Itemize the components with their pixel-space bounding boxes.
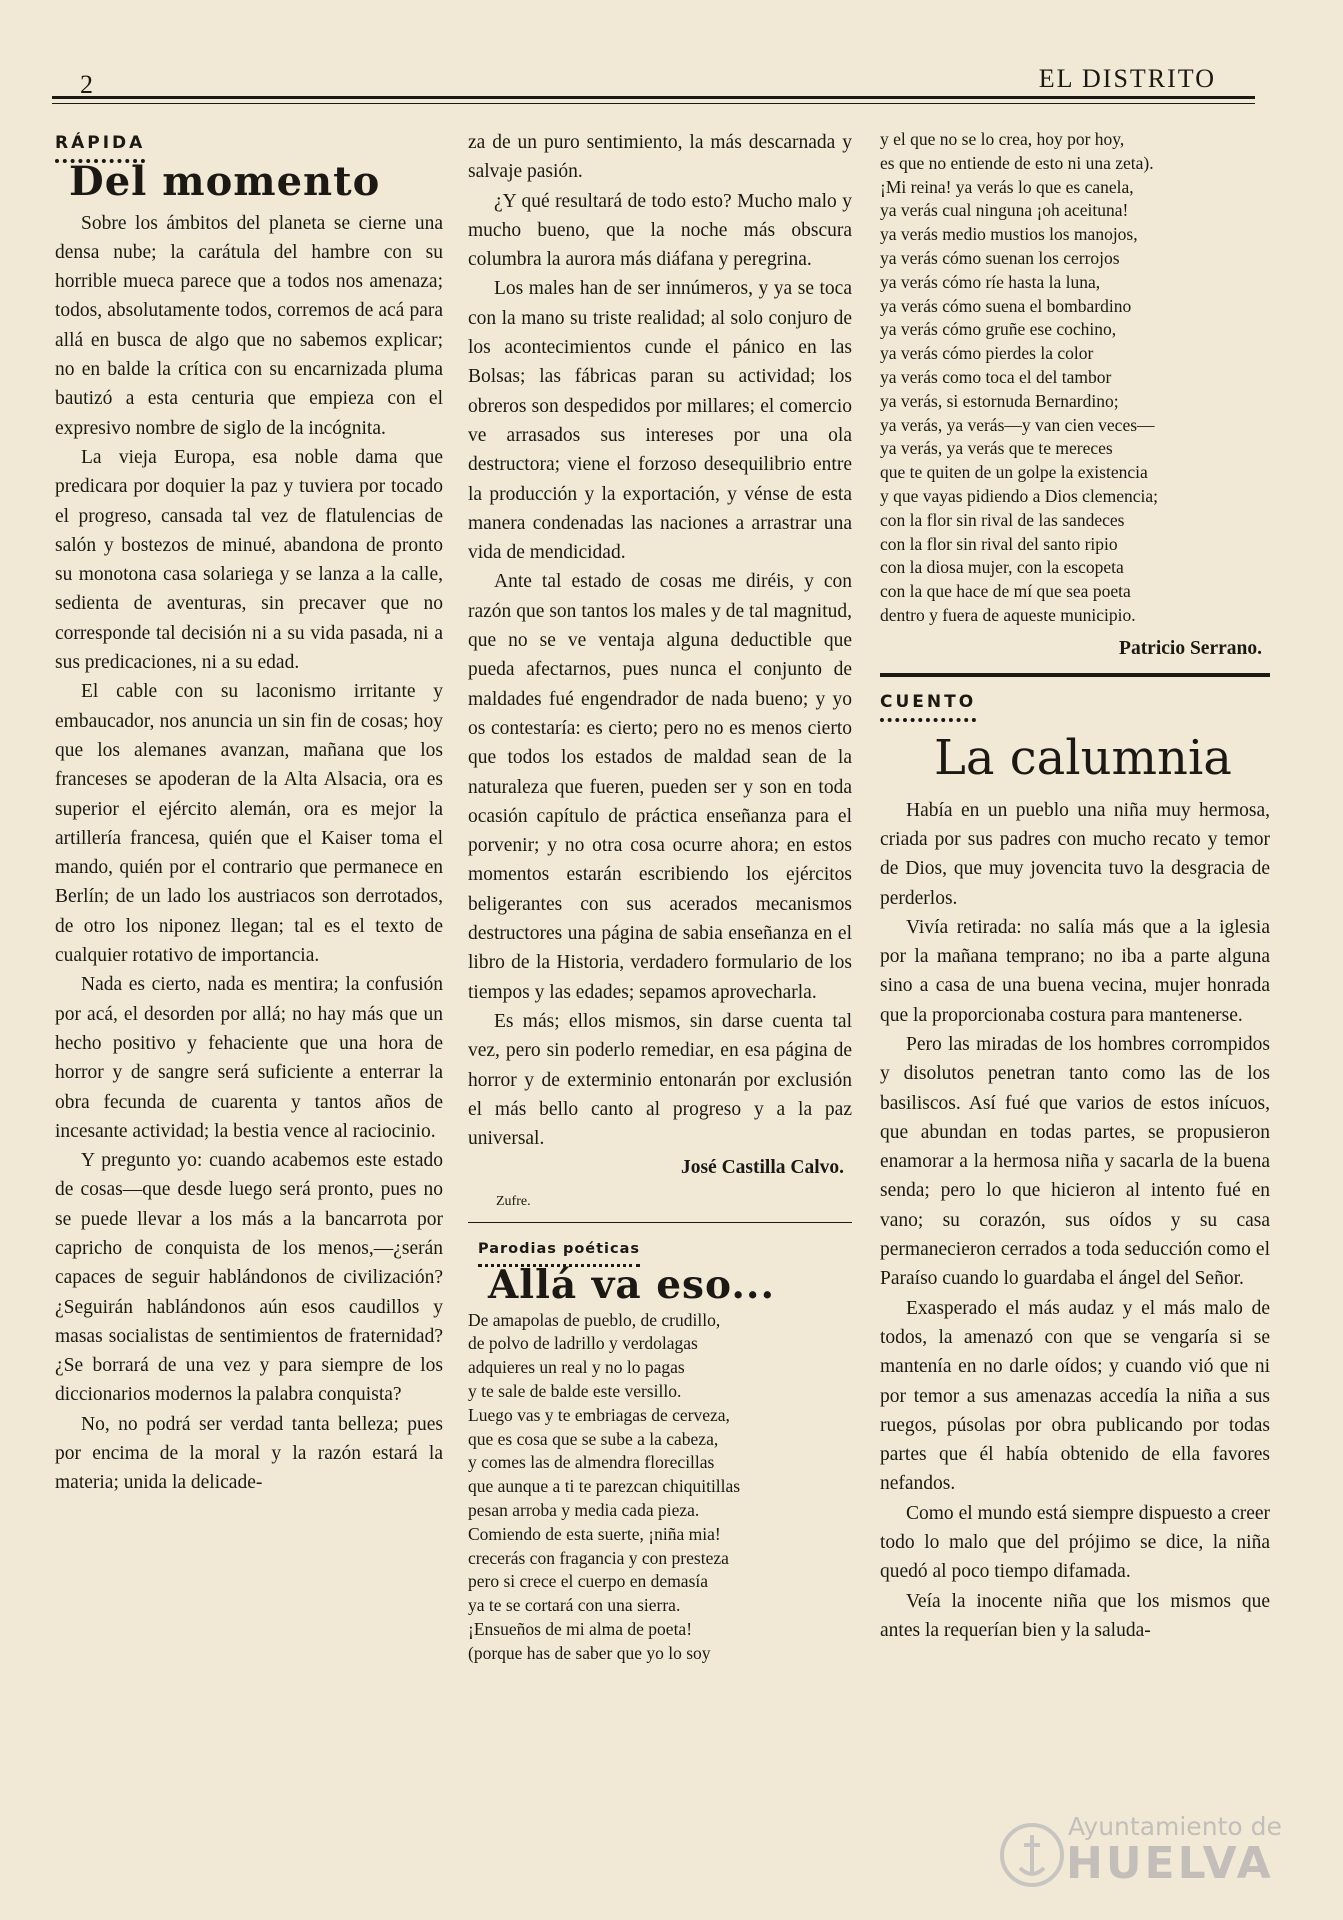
column-2 [468,128,852,1666]
paragraph: ¿Y qué resultará de todo esto? Mucho malo y mucho bueno, que la noche más obscura columbra la aurora más diáfana y peregrina. [468,190,852,271]
verse-line: ya verás medio mustios los manojos, [880,224,1138,245]
verse-line: ya verás como toca el del tambor [880,366,1112,387]
verse-line: adquieres un real y no lo pagas [468,1357,685,1378]
paragraph: Y pregunto yo: cuando acabemos este estado de cosas—que desde luego será pronto, pues no se puede llevar a los más a la bancarrota por capricho de conquista de los menos,—¿serán capaces de seguir hablándonos de civilización? ¿Seguirán hablándonos aún esos caudillos y masas socialistas de sentimientos de fraternidad? ¿Se borrará de una vez y para siempre de los diccionarios modernos la palabra conquista? [55,1150,443,1406]
paragraph: El cable con su laconismo irritante y embaucador, nos anuncia un sin fin de cosas; hoy que los alemanes avanzan, mañana que los franceses se apoderan de la Alta Alsacia, ora es superior el ejército alemán, ora es mejor la artillería francesa, quién que el Kaiser toma el mando, quién por el contrario que permanece en Berlín; de un lado los austriacos son derrotados, de otro los niponez llegan; tal es el texto de cualquier rotativo de importancia. [55,681,443,967]
verse-line: ya verás, si estornuda Bernardino; [880,390,1119,411]
verse-line: (porque has de saber que yo lo soy [468,1642,711,1663]
column-1 [55,128,443,1498]
verse-line: con la diosa mujer, con la escopeta [880,557,1124,578]
verse-line: es que no entiende de esto ni una zeta). [880,152,1154,173]
verse-line: que te quiten de un golpe la existencia [880,462,1148,483]
verse-line: De amapolas de pueblo, de crudillo, [468,1309,721,1330]
divider [880,673,1270,677]
verse-line: Comiendo de esta suerte, ¡niña mia! [468,1523,721,1544]
verse-line: pero si crece el cuerpo en demasía [468,1571,709,1592]
poem-part-b [880,128,1270,628]
paragraph: Sobre los ámbitos del planeta se cierne una densa nube; la carátula del hambre con su horrible mueca parece que a todos nos amenaza; todos, absolutamente todos, corremos de acá para allá en busca de algo que no sabemos explicar; no en balde la crítica con su encarnizada pluma bautizó a esta centuria que empieza con el expresivo nombre de siglo de la incógnita. [55,212,443,439]
verse-line: de polvo de ladrillo y verdolagas [468,1333,698,1354]
verse-line: con la flor sin rival de las sandeces [880,509,1125,530]
poem-part-a [468,1309,852,1666]
paragraph: Pero las miradas de los hombres corrompidos y disolutos penetran tanto como las de los basiliscos. Así fué que varios de estos inícuos, que abundan en todas partes, se propusieron enamorar a la hermosa niña y sacarla de la buena senda; pero lo que hicieron al intento fué en vano; su corazón, sus oídos y su casa permanecieron cerrados a toda seducción como el Paraíso cuando lo guardaba el ángel del Señor. [880,1034,1270,1290]
divider [468,1222,852,1223]
article-title-la-calumnia: La calumnia [934,730,1232,787]
section-label-parodias: Parodias poéticas [478,1235,640,1267]
author-signature: José Castilla Calvo. [680,1157,844,1179]
column-3 [880,128,1270,1645]
verse-line: y el que no se lo crea, hoy por hoy, [880,129,1125,149]
verse-line: ya verás cómo suena el bombardino [880,295,1132,316]
verse-line: dentro y fuera de aqueste municipio. [880,604,1136,625]
verse-line: ya verás cual ninguna ¡oh aceituna! [880,200,1129,221]
paragraph: Es más; ellos mismos, sin darse cuenta tal vez, pero sin poderlo remediar, en esa página de horror y de exterminio entonarán por exclusión el más bello canto al progreso y a la paz universal. [468,1010,852,1150]
verse-line: crecerás con fragancia y con presteza [468,1547,729,1568]
section-label-cuento: CUENTO [880,688,976,722]
article-title-alla-va-eso: Allá va eso... [488,1262,776,1309]
verse-line: y que vayas pidiendo a Dios clemencia; [880,485,1158,506]
verse-line: y comes las de almendra florecillas [468,1452,715,1473]
watermark-line2: HUELVA [1066,1838,1274,1889]
section-label-rapida: RÁPIDA [55,129,145,163]
verse-line: ya te se cortará con una sierra. [468,1595,681,1616]
verse-line: ya verás, ya verás—y van cien veces— [880,414,1155,435]
paragraph: Los males han de ser innúmeros, y ya se toca con la mano su triste realidad; al solo conjuro de los acontecimientos cunde el pánico en las Bolsas; las fábricas paran su actividad; los obreros son despedidos por millares; el comercio ve arrasados sus intereses por una ola destructora; viene el forzoso desequilibrio entre la producción y la exportación, y vénse de esta manera condenadas las naciones a arrastrar una vida de mendicidad. [468,278,852,564]
author-signature: Patricio Serrano. [1119,637,1262,659]
verse-line: ya verás cómo ríe hasta la luna, [880,271,1101,292]
verse-line: pesan arroba y media cada pieza. [468,1499,700,1520]
paragraph: La vieja Europa, esa noble dama que predicara por doquier la paz y tuviera por tocado el progreso, cansada tal vez de flatulencias de salón y bostezos de minué, abandona de pronto su monotona casa solariega y se lanza a la calle, sedienta de aventuras, sin precaver que no corresponde tal decisión ni a su vida pasada, ni a sus predicaciones, ni a su edad. [55,446,443,674]
verse-line: ¡Ensueños de mi alma de poeta! [468,1618,693,1639]
paragraph: za de un puro sentimiento, la más descarnada y salvaje pasión. [468,132,852,183]
verse-line: con la flor sin rival del santo ripio [880,533,1118,554]
verse-line: ya verás cómo gruñe ese cochino, [880,319,1117,340]
verse-line: ya verás, ya verás que te mereces [880,438,1113,459]
article-title-del-momento: Del momento [69,158,381,206]
paragraph: No, no podrá ser verdad tanta belleza; pues por encima de la moral y la razón estará la materia; unida la delicade- [55,1413,443,1494]
paragraph: Había en un pueblo una niña muy hermosa, criada por sus padres con mucho recato y temor de Dios, que muy jovencita tuvo la desgracia de perderlos. [880,799,1270,909]
paragraph: Exasperado el más audaz y el más malo de todos, la amenazó con que se vengaría si se mantenía en no darle oídos; y cuando vió que ni por temor a sus amenazas accedía la niña a sus ruegos, púsolas por obra publicando por todas partes que él había obtenido de ella favores nefandos. [880,1297,1270,1495]
paragraph: Vivía retirada: no salía más que a la iglesia por la mañana temprano; no iba a parte alguna sino a casa de una buena vecina, mujer honrada que la proporcionaba costura para mantenerse. [880,916,1270,1026]
paragraph: Como el mundo está siempre dispuesto a creer todo lo malo que del prójimo se dice, la niña quedó al poco tiempo difamada. [880,1502,1270,1583]
verse-line: ya verás cómo pierdes la color [880,343,1094,364]
paragraph: Ante tal estado de cosas me diréis, y con razón que son tantos los males y de tal magnitud, que no se ve ventaja alguna deductible que pueda afectarnos, pues nunca el conjunto de maldades fué engendrador de nada bueno; y yo os contestaría: es cierto; pero no es menos cierto que todos los estados de maldad sean de la naturaleza que fueren, pueden ser y son en toda ocasión capítulo de práctica enseñanza para el porvenir; y no otra cosa ocurre ahora; en estos momentos estarán escribiendo los ejércitos beligerantes con sus acerados mecanismos destructores una página de sabia enseñanza en el libro de la Historia, verdadero formulario de los tiempos y las edades; sepamos aprovecharla. [468,571,852,1003]
verse-line: que es cosa que se sube a la cabeza, [468,1428,719,1449]
watermark-line1: Ayuntamiento de [1068,1812,1282,1841]
paragraph: Nada es cierto, nada es mentira; la confusión por acá, el desorden por allá; no hay más que un hecho positivo y fehaciente que una hora de horror y de sangre será suficiente a enterrar la obra fecunda de cuarenta y tantos años de incesante actividad; la bestia vence al raciocinio. [55,974,443,1142]
publication-name: EL DISTRITO [1038,64,1216,93]
paragraph: Veía la inocente niña que los mismos que antes la requerían bien y la saluda- [880,1590,1270,1641]
header-rule [52,96,1255,104]
verse-line: ¡Mi reina! ya verás lo que es canela, [880,176,1134,197]
verse-line: ya verás cómo suenan los cerrojos [880,247,1120,268]
verse-line: y te sale de balde este versillo. [468,1380,682,1401]
verse-line: Luego vas y te embriagas de cerveza, [468,1404,730,1425]
page-number: 2 [80,70,93,99]
verse-line: con la que hace de mí que sea poeta [880,581,1131,602]
verse-line: que aunque a ti te parezcan chiquitillas [468,1476,741,1497]
dateline-place: Zufre. [496,1193,531,1209]
